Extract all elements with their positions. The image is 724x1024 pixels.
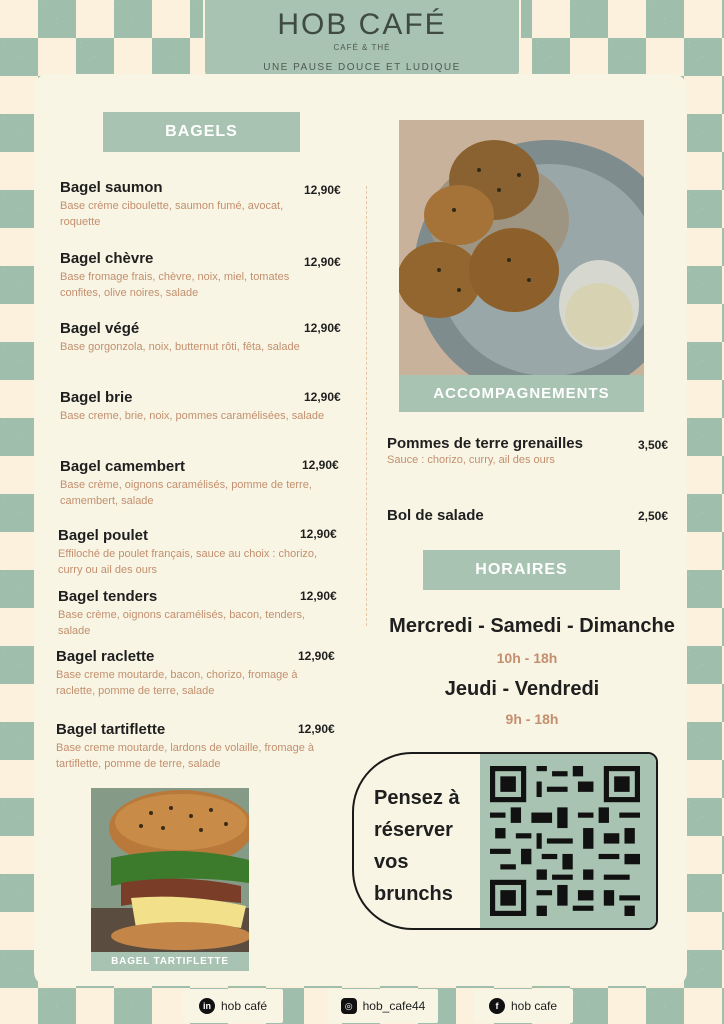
item-price: 12,90€	[304, 321, 341, 335]
menu-item	[60, 250, 325, 301]
social-instagram[interactable]	[328, 989, 438, 1023]
section-title-bagels: BAGELS	[103, 112, 300, 152]
reservation-line: brunchs	[374, 883, 453, 905]
reservation-line: réserver	[374, 819, 453, 841]
item-name: Bagel chèvre	[60, 250, 154, 267]
instagram-icon: ◎	[341, 998, 357, 1014]
item-description: Base creme moutarde, lardons de volaille, fromage à tartiflette, pomme de terre, salade	[56, 742, 315, 770]
menu-item	[56, 721, 326, 772]
reservation-line: Pensez à	[374, 787, 460, 809]
item-name: Bol de salade	[387, 507, 484, 524]
menu-item	[60, 320, 325, 355]
social-instagram-label: hob_cafe44	[362, 999, 426, 1013]
item-price: 12,90€	[302, 458, 339, 472]
facebook-icon: f	[489, 998, 505, 1014]
potatoes-photo	[399, 120, 644, 412]
potatoes-illustration	[399, 120, 644, 375]
social-linkedin[interactable]	[183, 989, 283, 1023]
menu-item	[387, 435, 627, 468]
item-price: 2,50€	[638, 509, 669, 523]
item-name: Bagel camembert	[60, 458, 186, 475]
hours-days-1: Mercredi - Samedi - Dimanche	[389, 615, 675, 637]
item-description: Effiloché de poulet français, sauce au choix : chorizo, curry ou ail des ours	[58, 548, 318, 576]
item-price: 12,90€	[298, 649, 335, 663]
reservation-line: vos	[374, 851, 409, 873]
reservation-text	[374, 782, 460, 910]
item-price: 12,90€	[300, 527, 337, 541]
linkedin-icon: in	[199, 998, 215, 1014]
column-divider	[366, 186, 367, 626]
menu-item	[387, 507, 627, 524]
qr-code-icon[interactable]	[490, 766, 640, 916]
item-description: Base crème, oignons caramélisés, bacon, tenders, salade	[58, 609, 306, 637]
item-name: Bagel tenders	[58, 588, 158, 605]
item-name: Bagel tartiflette	[56, 721, 166, 738]
social-linkedin-label: hob café	[220, 999, 268, 1013]
social-facebook[interactable]	[473, 989, 573, 1023]
hours-time-1: 10h - 18h	[496, 650, 558, 666]
item-name: Pommes de terre grenailles	[387, 435, 583, 452]
item-description: Base creme moutarde, bacon, chorizo, fromage à raclette, pomme de terre, salade	[56, 669, 298, 697]
item-price: 12,90€	[304, 390, 341, 404]
social-facebook-label: hob cafe	[510, 999, 558, 1013]
item-name: Bagel brie	[60, 389, 133, 406]
reservation-box	[352, 752, 658, 930]
item-description: Base fromage frais, chèvre, noix, miel, tomates confites, olive noires, salade	[60, 271, 290, 299]
item-description: Base creme, brie, noix, pommes caramélisées, salade	[60, 410, 325, 422]
qr-code-panel[interactable]	[480, 754, 656, 928]
menu-item	[58, 527, 333, 578]
item-description: Base gorgonzola, noix, butternut rôti, fêta, salade	[60, 341, 300, 353]
item-name: Bagel raclette	[56, 648, 155, 665]
item-description: Base crème ciboulette, saumon fumé, avocat, roquette	[60, 200, 284, 228]
item-name: Bagel saumon	[60, 179, 163, 196]
brand-tagline: UNE PAUSE DOUCE ET LUDIQUE	[263, 62, 461, 73]
section-title-horaires: HORAIRES	[423, 550, 620, 590]
photo-caption: BAGEL TARTIFLETTE	[111, 956, 229, 967]
menu-item	[56, 648, 326, 699]
menu-item	[60, 179, 325, 230]
bagel-illustration	[91, 788, 249, 971]
menu-item	[60, 389, 325, 424]
brand-title: HOB CAFÉ	[277, 8, 447, 41]
item-description: Sauce : chorizo, curry, ail des ours	[387, 454, 555, 466]
item-price: 12,90€	[304, 183, 341, 197]
section-title-accompagnements: ACCOMPAGNEMENTS	[399, 375, 644, 412]
item-price: 12,90€	[304, 255, 341, 269]
brand-subtitle: CAFÉ & THÉ	[333, 43, 391, 52]
hours-days-2: Jeudi - Vendredi	[444, 678, 600, 700]
item-price: 3,50€	[638, 438, 669, 452]
item-name: Bagel végé	[60, 320, 140, 337]
item-price: 12,90€	[300, 589, 337, 603]
item-name: Bagel poulet	[58, 527, 149, 544]
menu-item	[58, 588, 323, 639]
bagel-photo	[91, 788, 249, 971]
menu-item	[60, 458, 325, 509]
item-price: 12,90€	[298, 722, 335, 736]
hours-time-2: 9h - 18h	[505, 711, 559, 727]
item-description: Base crème, oignons caramélisés, pomme de terre, camembert, salade	[60, 479, 312, 507]
